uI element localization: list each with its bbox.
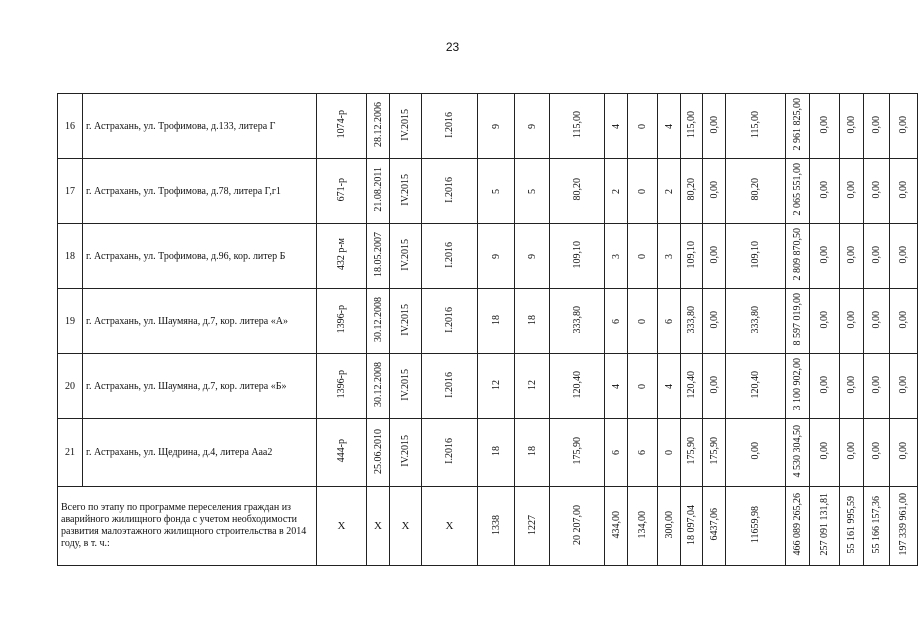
cell-value: 120,40: [686, 370, 697, 399]
table-row: [58, 289, 918, 354]
table-cell: [515, 159, 550, 224]
table-row: [58, 94, 918, 159]
cell-value: 18.05.2007: [372, 232, 384, 277]
table-cell: [786, 159, 810, 224]
table-cell: [550, 94, 605, 159]
cell-value: 1396-р: [336, 370, 347, 399]
table-cell: [658, 289, 681, 354]
cell-value: 257 091 131,81: [819, 493, 830, 556]
table-cell: [605, 354, 628, 419]
cell-value: 0: [637, 383, 648, 389]
cell-value: 134,00: [637, 510, 648, 539]
cell-value: 12: [490, 379, 502, 390]
row-number: 19: [58, 289, 83, 354]
table-cell: [367, 159, 390, 224]
cell-value: 1074-р: [336, 110, 347, 139]
table-cell: [726, 94, 786, 159]
table-cell: [605, 289, 628, 354]
cell-value: 0,00: [819, 180, 830, 199]
table-cell: [890, 159, 918, 224]
cell-value: 0,00: [819, 245, 830, 264]
cell-value: 2 065 551,00: [792, 163, 803, 216]
total-label: Всего по этапу по программе переселения граждан из аварийного жилищного фонда с учетом необходимости развития малоэтажного жилищного строительства в 2014 году, в т. ч.:: [58, 487, 317, 566]
cell-value: 115,00: [571, 110, 583, 139]
cell-value: 444-р: [336, 439, 347, 463]
table-cell: [658, 94, 681, 159]
cell-value: 300,00: [663, 510, 675, 539]
table-cell: [890, 289, 918, 354]
cell-value: 6: [610, 318, 622, 324]
table-cell: [703, 159, 726, 224]
total-cell: [550, 487, 605, 566]
total-cell: [864, 487, 890, 566]
total-cell: [422, 487, 478, 566]
total-cell: [703, 487, 726, 566]
cell-value: 175,90: [571, 437, 583, 465]
row-number: 16: [58, 94, 83, 159]
table-cell: [864, 94, 890, 159]
table-cell: [550, 419, 605, 487]
total-cell: [810, 487, 840, 566]
table-cell: [658, 224, 681, 289]
cell-value: 8 597 019,00: [792, 293, 803, 346]
table-cell: [864, 224, 890, 289]
table-cell: [681, 224, 703, 289]
cell-value: I.2016: [444, 111, 455, 138]
cell-value: 4: [663, 123, 675, 129]
cell-value: 3: [663, 253, 675, 259]
cell-value: 3: [610, 253, 622, 259]
cell-value: 5: [490, 188, 502, 194]
row-address: г. Астрахань, ул. Щедрина, д.4, литера Ааа2: [83, 419, 317, 487]
table-cell: [628, 159, 658, 224]
table-cell: [422, 289, 478, 354]
cell-value: 115,00: [686, 110, 697, 139]
table-cell: [681, 289, 703, 354]
table-cell: [390, 224, 422, 289]
table-cell: [515, 419, 550, 487]
cell-value: 0: [663, 450, 675, 455]
cell-value: 0,00: [846, 310, 857, 329]
cell-value: 0,00: [708, 180, 720, 199]
table-cell: [367, 289, 390, 354]
table-cell: [810, 94, 840, 159]
table-cell: [367, 354, 390, 419]
cell-value: 30.12.2008: [372, 362, 384, 407]
cell-value: 432 р-м: [336, 238, 347, 271]
cell-value: I.2016: [444, 306, 455, 333]
total-cell: [390, 487, 422, 566]
cell-value: 0,00: [871, 442, 882, 460]
row-address: г. Астрахань, ул. Шаумяна, д.7, кор. литера «А»: [83, 289, 317, 354]
table-cell: [628, 94, 658, 159]
cell-value: 55 161 995,59: [846, 495, 857, 554]
table-cell: [390, 94, 422, 159]
cell-value: 0,00: [898, 245, 909, 264]
table-cell: [658, 354, 681, 419]
cell-value: 0,00: [871, 180, 882, 199]
table-cell: [864, 159, 890, 224]
cell-value: 2 961 825,00: [792, 98, 803, 151]
table-row: [58, 159, 918, 224]
cell-value: 80,20: [571, 178, 583, 201]
table-cell: [703, 94, 726, 159]
table-cell: [786, 94, 810, 159]
table-cell: [786, 224, 810, 289]
table-cell: [864, 289, 890, 354]
cell-value: 0,00: [898, 442, 909, 460]
cell-value: 0,00: [846, 442, 857, 460]
cell-value: 4: [663, 383, 675, 389]
cell-value: 55 166 157,36: [871, 495, 882, 554]
cell-value: 0: [637, 123, 648, 129]
cell-value: IV.2015: [400, 108, 411, 141]
cell-value: 4: [610, 383, 622, 389]
total-cell: [681, 487, 703, 566]
table-cell: [810, 354, 840, 419]
cell-value: 0,00: [898, 375, 909, 394]
cell-value: I.2016: [444, 241, 455, 268]
cell-value: 1227: [526, 514, 538, 535]
table-cell: [422, 419, 478, 487]
table-cell: [367, 419, 390, 487]
table-row: [58, 354, 918, 419]
cell-value: I.2016: [444, 371, 455, 398]
table-cell: [550, 354, 605, 419]
cell-value: 6: [637, 450, 648, 455]
table-cell: [317, 354, 367, 419]
table-cell: [726, 224, 786, 289]
total-cell: [515, 487, 550, 566]
table-cell: [681, 94, 703, 159]
table-cell: [550, 224, 605, 289]
cell-value: 0,00: [898, 310, 909, 329]
cell-value: 4: [610, 123, 622, 129]
table-cell: [681, 354, 703, 419]
cell-value: 0,00: [819, 375, 830, 394]
table-cell: [367, 94, 390, 159]
table-cell: [890, 419, 918, 487]
table-cell: [786, 419, 810, 487]
cell-value: 0,00: [708, 115, 720, 134]
row-address: г. Астрахань, ул. Трофимова, д.96, кор. литер Б: [83, 224, 317, 289]
table-cell: [726, 289, 786, 354]
table-cell: [681, 159, 703, 224]
table-cell: [515, 354, 550, 419]
cell-value: 0,00: [819, 442, 830, 460]
table-cell: [628, 289, 658, 354]
cell-value: 120,40: [750, 370, 761, 399]
cell-value: 115,00: [750, 110, 761, 139]
page-number: 23: [445, 40, 460, 54]
cell-value: 12: [526, 379, 538, 390]
table-cell: [422, 94, 478, 159]
cell-value: 175,90: [686, 437, 697, 465]
table-cell: [840, 159, 864, 224]
table-cell: [726, 159, 786, 224]
cell-value: 0,00: [846, 375, 857, 394]
cell-value: 333,80: [571, 305, 583, 334]
cell-value: IV.2015: [400, 303, 411, 336]
table-cell: [681, 419, 703, 487]
cell-value: 0,00: [871, 310, 882, 329]
table-cell: [515, 94, 550, 159]
cell-value: 0: [637, 188, 648, 194]
table-cell: [890, 354, 918, 419]
cell-value: IV.2015: [400, 368, 411, 401]
cell-value: 671-р: [336, 177, 347, 202]
cell-value: 0: [637, 318, 648, 324]
table-cell: [786, 354, 810, 419]
cell-value: 109,10: [686, 240, 697, 269]
table-cell: [840, 289, 864, 354]
table-cell: [550, 159, 605, 224]
cell-value: 0: [637, 253, 648, 259]
cell-value: 9: [526, 123, 538, 129]
table-cell: [422, 159, 478, 224]
table-cell: [810, 224, 840, 289]
total-cell: [726, 487, 786, 566]
table-cell: [840, 354, 864, 419]
cell-value: 0,00: [871, 375, 882, 394]
table-cell: [390, 419, 422, 487]
cell-value: 80,20: [750, 178, 761, 201]
cell-value: 0,00: [846, 115, 857, 134]
cell-value: 18: [526, 446, 538, 456]
total-cell: [840, 487, 864, 566]
table-cell: [703, 419, 726, 487]
cell-value: I.2016: [444, 438, 455, 464]
table-cell: [390, 289, 422, 354]
table-cell: [317, 94, 367, 159]
table-cell: [890, 224, 918, 289]
cell-value: 20 207,00: [571, 504, 583, 545]
table-cell: [605, 159, 628, 224]
cell-value: 6: [663, 318, 675, 324]
cell-value: 18 097,04: [686, 504, 697, 545]
table-cell: [515, 289, 550, 354]
table-cell: [478, 224, 515, 289]
cell-value: X: [445, 520, 454, 532]
row-number: 20: [58, 354, 83, 419]
table-cell: [786, 289, 810, 354]
table-cell: [840, 224, 864, 289]
cell-value: 30.12.2008: [372, 297, 384, 342]
cell-value: 434,00: [610, 510, 622, 539]
cell-value: 197 339 961,00: [898, 493, 909, 556]
cell-value: 0,00: [898, 180, 909, 199]
total-cell: [786, 487, 810, 566]
table-cell: [478, 419, 515, 487]
cell-value: 0,00: [819, 115, 830, 134]
table-cell: [422, 224, 478, 289]
table-cell: [478, 159, 515, 224]
total-cell: [478, 487, 515, 566]
cell-value: IV.2015: [400, 238, 411, 271]
cell-value: 18: [526, 314, 538, 325]
table-cell: [658, 159, 681, 224]
cell-value: 9: [490, 123, 502, 129]
table-cell: [864, 354, 890, 419]
cell-value: 11659,98: [750, 505, 761, 544]
table-cell: [550, 289, 605, 354]
table-cell: [515, 224, 550, 289]
cell-value: 5: [526, 188, 538, 194]
cell-value: 6437,06: [708, 508, 720, 541]
cell-value: 4 530 304,50: [792, 424, 803, 478]
table-cell: [628, 419, 658, 487]
cell-value: 333,80: [686, 305, 697, 334]
table-cell: [605, 419, 628, 487]
cell-value: 2: [663, 188, 675, 194]
table-cell: [605, 94, 628, 159]
table-row: [58, 224, 918, 289]
cell-value: 6: [610, 450, 622, 455]
row-number: 18: [58, 224, 83, 289]
cell-value: 0,00: [708, 310, 720, 329]
cell-value: 28.12.2006: [372, 102, 384, 147]
cell-value: 0,00: [708, 245, 720, 264]
table-cell: [422, 354, 478, 419]
table-cell: [478, 94, 515, 159]
table-cell: [726, 419, 786, 487]
cell-value: 0,00: [846, 245, 857, 264]
cell-value: 9: [526, 253, 538, 259]
table-cell: [628, 354, 658, 419]
table-cell: [390, 354, 422, 419]
cell-value: 2 809 870,50: [792, 228, 803, 281]
table-cell: [317, 419, 367, 487]
cell-value: 0,00: [846, 180, 857, 199]
cell-value: 333,80: [750, 305, 761, 334]
table-row: [58, 419, 918, 487]
total-cell: [628, 487, 658, 566]
cell-value: 21.08.2011: [372, 167, 384, 212]
total-cell: [890, 487, 918, 566]
cell-value: 25.06.2010: [372, 428, 384, 474]
table-cell: [317, 159, 367, 224]
table-cell: [658, 419, 681, 487]
table-cell: [628, 224, 658, 289]
table-cell: [810, 159, 840, 224]
table-cell: [810, 289, 840, 354]
table-cell: [864, 419, 890, 487]
total-row: [58, 487, 918, 566]
cell-value: X: [337, 520, 346, 532]
cell-value: 80,20: [686, 178, 697, 201]
total-cell: [658, 487, 681, 566]
row-address: г. Астрахань, ул. Трофимова, д.78, литера Г,г1: [83, 159, 317, 224]
row-address: г. Астрахань, ул. Шаумяна, д.7, кор. литера «Б»: [83, 354, 317, 419]
cell-value: 0,00: [871, 115, 882, 134]
total-cell: [367, 487, 390, 566]
cell-value: X: [401, 520, 410, 532]
table-cell: [367, 224, 390, 289]
cell-value: 18: [490, 446, 502, 456]
row-number: 21: [58, 419, 83, 487]
table-cell: [703, 289, 726, 354]
cell-value: 109,10: [750, 240, 761, 269]
cell-value: 0,00: [750, 442, 761, 460]
table-cell: [317, 224, 367, 289]
table-cell: [703, 354, 726, 419]
cell-value: I.2016: [444, 176, 455, 203]
table-cell: [840, 94, 864, 159]
cell-value: 1396-р: [336, 305, 347, 334]
table-cell: [840, 419, 864, 487]
cell-value: 3 100 902,00: [792, 358, 803, 411]
cell-value: 0,00: [871, 245, 882, 264]
table-cell: [890, 94, 918, 159]
cell-value: 18: [490, 314, 502, 325]
cell-value: 109,10: [571, 240, 583, 269]
cell-value: 120,40: [571, 370, 583, 399]
table-cell: [478, 354, 515, 419]
table-cell: [478, 289, 515, 354]
cell-value: IV.2015: [400, 173, 411, 206]
cell-value: 466 089 265,26: [792, 493, 803, 556]
row-number: 17: [58, 159, 83, 224]
table-cell: [810, 419, 840, 487]
cell-value: 0,00: [708, 375, 720, 394]
cell-value: 2: [610, 188, 622, 194]
total-cell: [317, 487, 367, 566]
cell-value: X: [374, 520, 382, 532]
table-cell: [605, 224, 628, 289]
cell-value: 9: [490, 253, 502, 259]
total-cell: [605, 487, 628, 566]
table-cell: [390, 159, 422, 224]
table-cell: [726, 354, 786, 419]
cell-value: 175,90: [708, 437, 720, 465]
housing-registry-table: [57, 93, 918, 566]
cell-value: IV.2015: [400, 435, 411, 467]
table-cell: [317, 289, 367, 354]
cell-value: 0,00: [898, 115, 909, 134]
table-cell: [703, 224, 726, 289]
cell-value: 0,00: [819, 310, 830, 329]
cell-value: 1338: [490, 514, 502, 535]
row-address: г. Астрахань, ул. Трофимова, д.133, литера Г: [83, 94, 317, 159]
